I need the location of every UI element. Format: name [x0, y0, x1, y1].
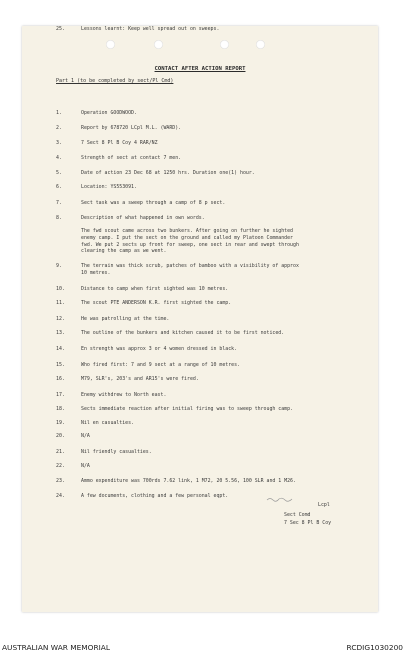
item-text-line: N/A: [81, 463, 90, 469]
item-text: [81, 346, 353, 353]
item-text: [81, 433, 353, 440]
item-text-line: Enemy withdrew to North east.: [81, 392, 167, 398]
item-text: [81, 140, 353, 147]
item-number: 8.: [56, 215, 62, 221]
item-text-line: Strength of sect at contact 7 men.: [81, 155, 182, 161]
item-number: 24.: [56, 493, 65, 499]
item-text-line: Operation GOODWOOD.: [81, 110, 137, 116]
item-number: 10.: [56, 286, 65, 292]
item-text: [81, 184, 353, 191]
item-text: [81, 392, 353, 399]
item-number: 5.: [56, 170, 62, 176]
item-text-line: En strength was approx 3 or 4 women dressed in black.: [81, 346, 238, 352]
item-text-line: enemy camp. I put the sect on the ground and called my Platoon Commander: [81, 234, 293, 241]
item-text-line: Description of what happened in own words.: [81, 215, 205, 221]
item-text: [81, 170, 353, 177]
item-text-line: Nil en casualties.: [81, 420, 134, 426]
signature-rank: Lcpl: [318, 502, 330, 508]
item-number: 23.: [56, 478, 65, 484]
item-number: 6.: [56, 184, 62, 190]
item-text: [81, 125, 353, 132]
part-heading: Part 1 (to be completed by sect/Pl Cmd): [56, 78, 174, 84]
item-text-line: 7 Sect 8 Pl B Coy 4 RAR/NZ: [81, 140, 158, 146]
item-number: 17.: [56, 392, 65, 398]
item-text-line: Sects immediate reaction after initial firing was to sweep through camp.: [81, 406, 293, 412]
item-text: [81, 155, 353, 162]
item-text-line: Location: YS553091.: [81, 184, 137, 190]
item-text-line: M79, SLR's, 203's and AR15's were fired.: [81, 376, 199, 382]
item-text: [81, 493, 353, 500]
item-text-line: N/A: [81, 433, 90, 439]
punch-hole: [106, 40, 115, 49]
document-page: [22, 26, 378, 612]
item-text-line: Sect task was a sweep through a camp of 8 p sect.: [81, 200, 226, 206]
item-text: [81, 376, 353, 383]
item-text-line: The outline of the bunkers and kitchen caused it to be first noticed.: [81, 330, 285, 336]
item-number: 1.: [56, 110, 62, 116]
item-text: [81, 286, 353, 293]
item-number: 22.: [56, 463, 65, 469]
handwritten-signature: [266, 496, 296, 502]
item-number: 21.: [56, 449, 65, 455]
item-text: [81, 330, 353, 337]
item-text-line: A few documents, clothing and a few personal eqpt.: [81, 493, 229, 499]
item-text-line: The fwd scout came across two bunkers. After going on further he sighted: [81, 228, 293, 234]
item-text: [81, 26, 353, 33]
item-number: 15.: [56, 362, 65, 368]
item-text-line: clearing the camp as we went.: [81, 248, 167, 255]
report-title: CONTACT AFTER ACTION REPORT: [154, 66, 246, 72]
item-text-line: Who fired first: 7 and 9 sect at a range of 10 metres.: [81, 362, 240, 368]
punch-hole: [154, 40, 163, 49]
item-text: [81, 449, 353, 456]
footer-source: AUSTRALIAN WAR MEMORIAL: [2, 643, 110, 652]
item-text: [81, 463, 353, 470]
item-text-line: The terrain was thick scrub, patches of bamboo with a visibility of approx: [81, 263, 299, 269]
item-number: 19.: [56, 420, 65, 426]
item-text: [81, 200, 353, 207]
item-number: 12.: [56, 316, 65, 322]
punch-hole: [220, 40, 229, 49]
item-number: 9.: [56, 263, 62, 269]
item-text-line: Date of action 23 Dec 68 at 1250 hrs. Duration one(1) hour.: [81, 170, 255, 176]
item-text-line: fwd. We put 2 sects up front for sweep, one sect in rear and swept through: [81, 241, 299, 248]
item-number: 13.: [56, 330, 65, 336]
item-text: [81, 420, 353, 427]
item-number: 3.: [56, 140, 62, 146]
signature-role: Sect Comd: [284, 512, 311, 518]
item-text: [81, 263, 353, 277]
item-number: 16.: [56, 376, 65, 382]
item-number: 11.: [56, 300, 65, 306]
item-number: 4.: [56, 155, 62, 161]
footer-id: RCDIG1030200: [346, 643, 403, 652]
item-text: [81, 228, 353, 255]
item-number: 20.: [56, 433, 65, 439]
item-number: 2.: [56, 125, 62, 131]
item-text-line: The scout PTE ANDERSON K.R. first sighted the camp.: [81, 300, 232, 306]
signature-unit: 7 Sec 8 Pl B Coy: [284, 520, 332, 526]
item-text: [81, 362, 353, 369]
item-number: 7.: [56, 200, 62, 206]
item-text-line: Report by 678720 LCpl M.L. (WARD).: [81, 125, 182, 131]
item-text-line: He was patrolling at the time.: [81, 316, 170, 322]
item-text-line: Ammo expenditure was 700rds 7.62 link, 1 M72, 20 5.56, 100 SLR and 1 M26.: [81, 478, 296, 484]
item-text: [81, 215, 353, 222]
item-number: 25.: [56, 26, 65, 32]
item-text-line: Distance to camp when first sighted was 10 metres.: [81, 286, 229, 292]
item-text: [81, 110, 353, 117]
item-text: [81, 478, 353, 485]
item-text: [81, 406, 353, 413]
punch-hole: [256, 40, 265, 49]
item-text: [81, 316, 353, 323]
item-text: [81, 300, 353, 307]
item-number: 18.: [56, 406, 65, 412]
item-text-line: Nil friendly casualties.: [81, 449, 152, 455]
item-number: 14.: [56, 346, 65, 352]
item-text-line: Lessons learnt: Keep well spread out on sweeps.: [81, 26, 220, 32]
item-text-line: 10 metres.: [81, 269, 111, 276]
